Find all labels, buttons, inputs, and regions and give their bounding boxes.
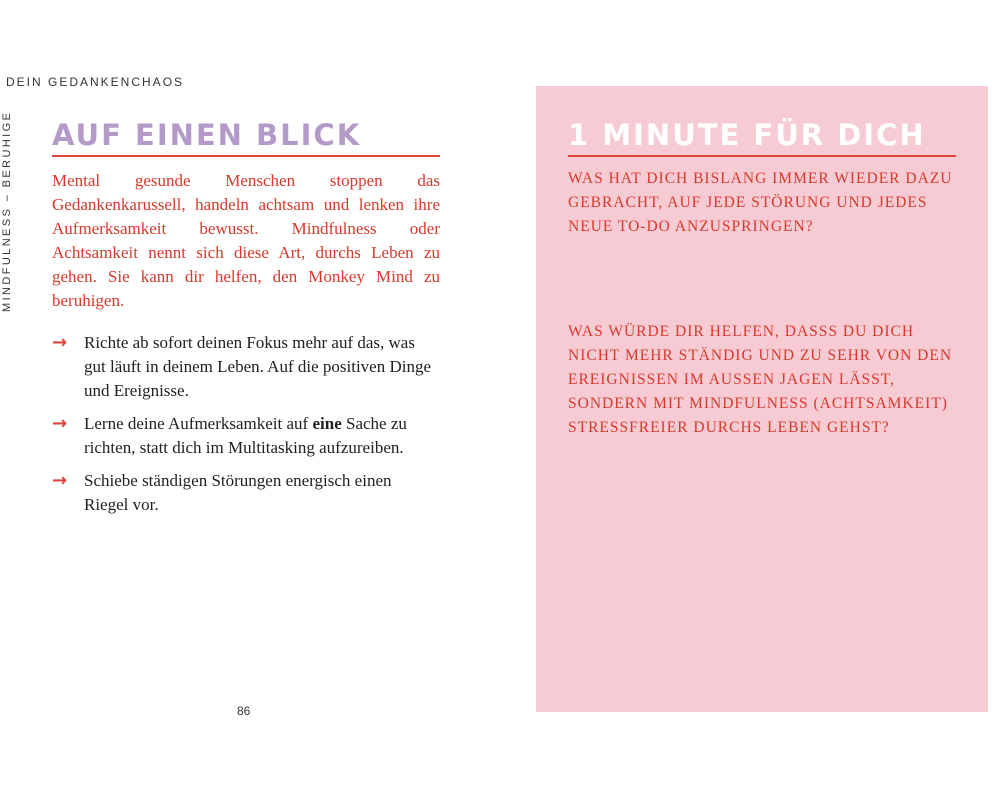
list-item — [52, 412, 440, 460]
bullet-list — [52, 331, 440, 517]
page-number: 86 — [237, 704, 251, 718]
exercise-panel-content — [568, 118, 956, 440]
bullet-text-pre: Lerne deine Aufmerksamkeit auf — [84, 413, 313, 433]
list-item — [52, 469, 440, 517]
question-1: WAS HAT DICH BISLANG IMMER WIEDER DAZU GEBRACHT, AUF JEDE STÖRUNG UND JEDES NEUE TO-DO ANZUSPRINGEN? — [568, 169, 953, 235]
question-2: WAS WÜRDE DIR HELFEN, DASSS DU DICH NICHT MEHR STÄNDIG UND ZU SEHR VON DEN EREIGNISSEN IM AUSSEN JAGEN LÄSST, SONDERN MIT MINDFULNESS (ACHTSAMKEIT) STRESSFREIER DURCHS LEBEN GEHST? — [568, 322, 953, 436]
running-head: DEIN GEDANKENCHAOS — [6, 75, 185, 89]
exercise-panel — [536, 86, 988, 712]
list-item — [52, 331, 440, 403]
arrow-right-icon: → — [52, 412, 68, 434]
arrow-right-icon: → — [52, 469, 68, 491]
side-label: MINDFULNESS – BERUHIGE — [1, 110, 13, 312]
section-title-1-minute: 1 MINUTE FÜR DICH — [568, 118, 956, 157]
bullet-text: Schiebe ständigen Störungen energisch einen Riegel vor. — [84, 470, 392, 514]
bullet-text-post: Sache zu richten, statt dich im Multitasking aufzureiben. — [84, 413, 407, 457]
bullet-text: Richte ab sofort deinen Fokus mehr auf das, was gut läuft in deinem Leben. Auf die positiven Dinge und Ereignisse. — [84, 332, 432, 400]
left-page-content — [52, 118, 440, 526]
section-title-auf-einen-blick: AUF EINEN BLICK — [52, 118, 440, 157]
intro-paragraph: Mental gesunde Menschen stoppen das Gedankenkarussell, handeln achtsam und lenken ihre Aufmerksamkeit bewusst. Mindfulness oder Achtsamkeit nennt sich diese Art, durchs Leben zu gehen. Sie kann dir helfen, den Monkey Mind zu beruhigen. — [52, 170, 440, 310]
arrow-right-icon: → — [52, 331, 68, 353]
bullet-text-bold: eine — [312, 413, 342, 433]
